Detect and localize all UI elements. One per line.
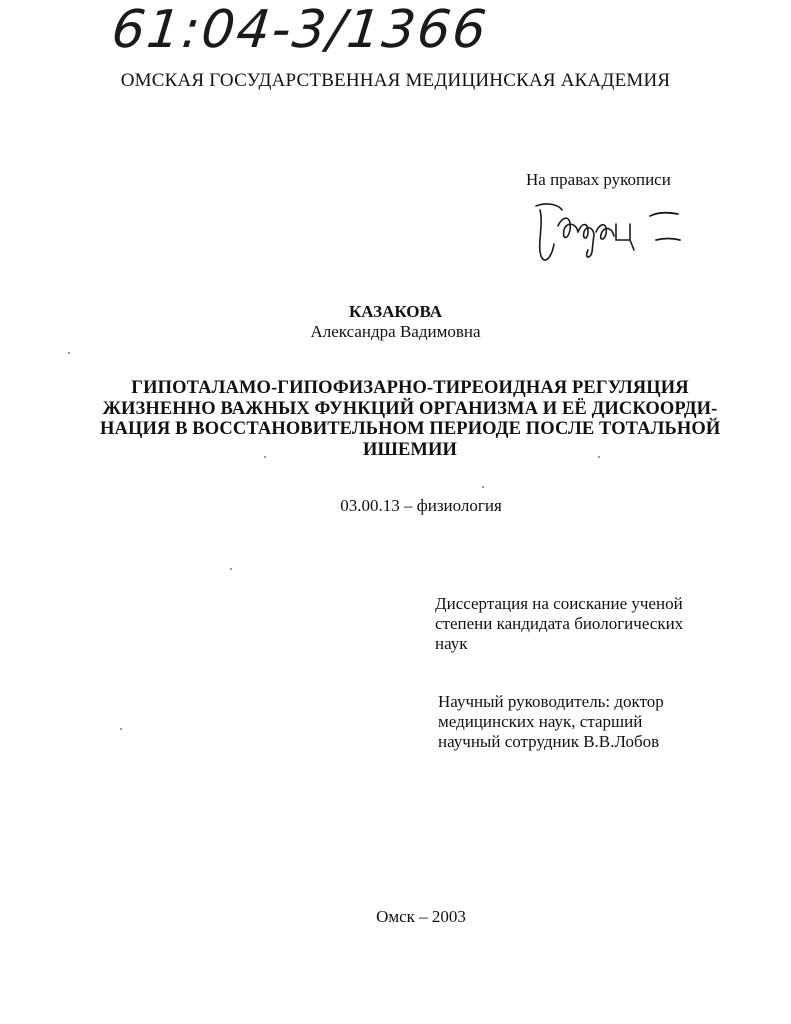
degree-line: наук [435,634,468,653]
institution-name: ОМСКАЯ ГОСУДАРСТВЕННАЯ МЕДИЦИНСКАЯ АКАДЕМИЯ [120,70,671,91]
scan-speck [264,456,266,458]
thesis-title-line: НАЦИЯ В ВОССТАНОВИТЕЛЬНОМ ПЕРИОДЕ ПОСЛЕ ТОТАЛЬНОЙ [100,419,721,439]
supervisor-line: Научный руководитель: доктор [438,692,664,711]
supervisor-statement [438,692,738,752]
author-signature [532,196,682,268]
scan-speck [598,456,600,458]
scan-speck [482,486,484,488]
thesis-title-line: ЖИЗНЕННО ВАЖНЫХ ФУНКЦИЙ ОРГАНИЗМА И ЕЁ ДИСКООРДИ- [102,398,718,419]
scan-speck [230,568,232,570]
supervisor-line: медицинских наук, старший [438,712,643,731]
scan-speck [120,728,122,730]
degree-line: Диссертация на соискание ученой [435,594,683,613]
scan-speck [68,352,70,354]
specialty-code: 03.00.13 – физиология [340,496,502,515]
degree-statement [435,594,735,654]
thesis-title [100,378,720,460]
supervisor-line: научный сотрудник В.В.Лобов [438,732,660,751]
archive-code: 61:04-3/1366 [108,0,491,60]
city-year: Омск – 2003 [376,907,466,926]
manuscript-note: На правах рукописи [526,170,671,189]
thesis-title-line: ИШЕМИИ [363,439,457,460]
author-name: Александра Вадимовна [310,322,481,341]
thesis-title-line: ГИПОТАЛАМО-ГИПОФИЗАРНО-ТИРЕОИДНАЯ РЕГУЛЯЦИЯ [131,378,689,398]
author-surname: КАЗАКОВА [348,302,443,321]
degree-line: степени кандидата биологических [435,614,684,633]
